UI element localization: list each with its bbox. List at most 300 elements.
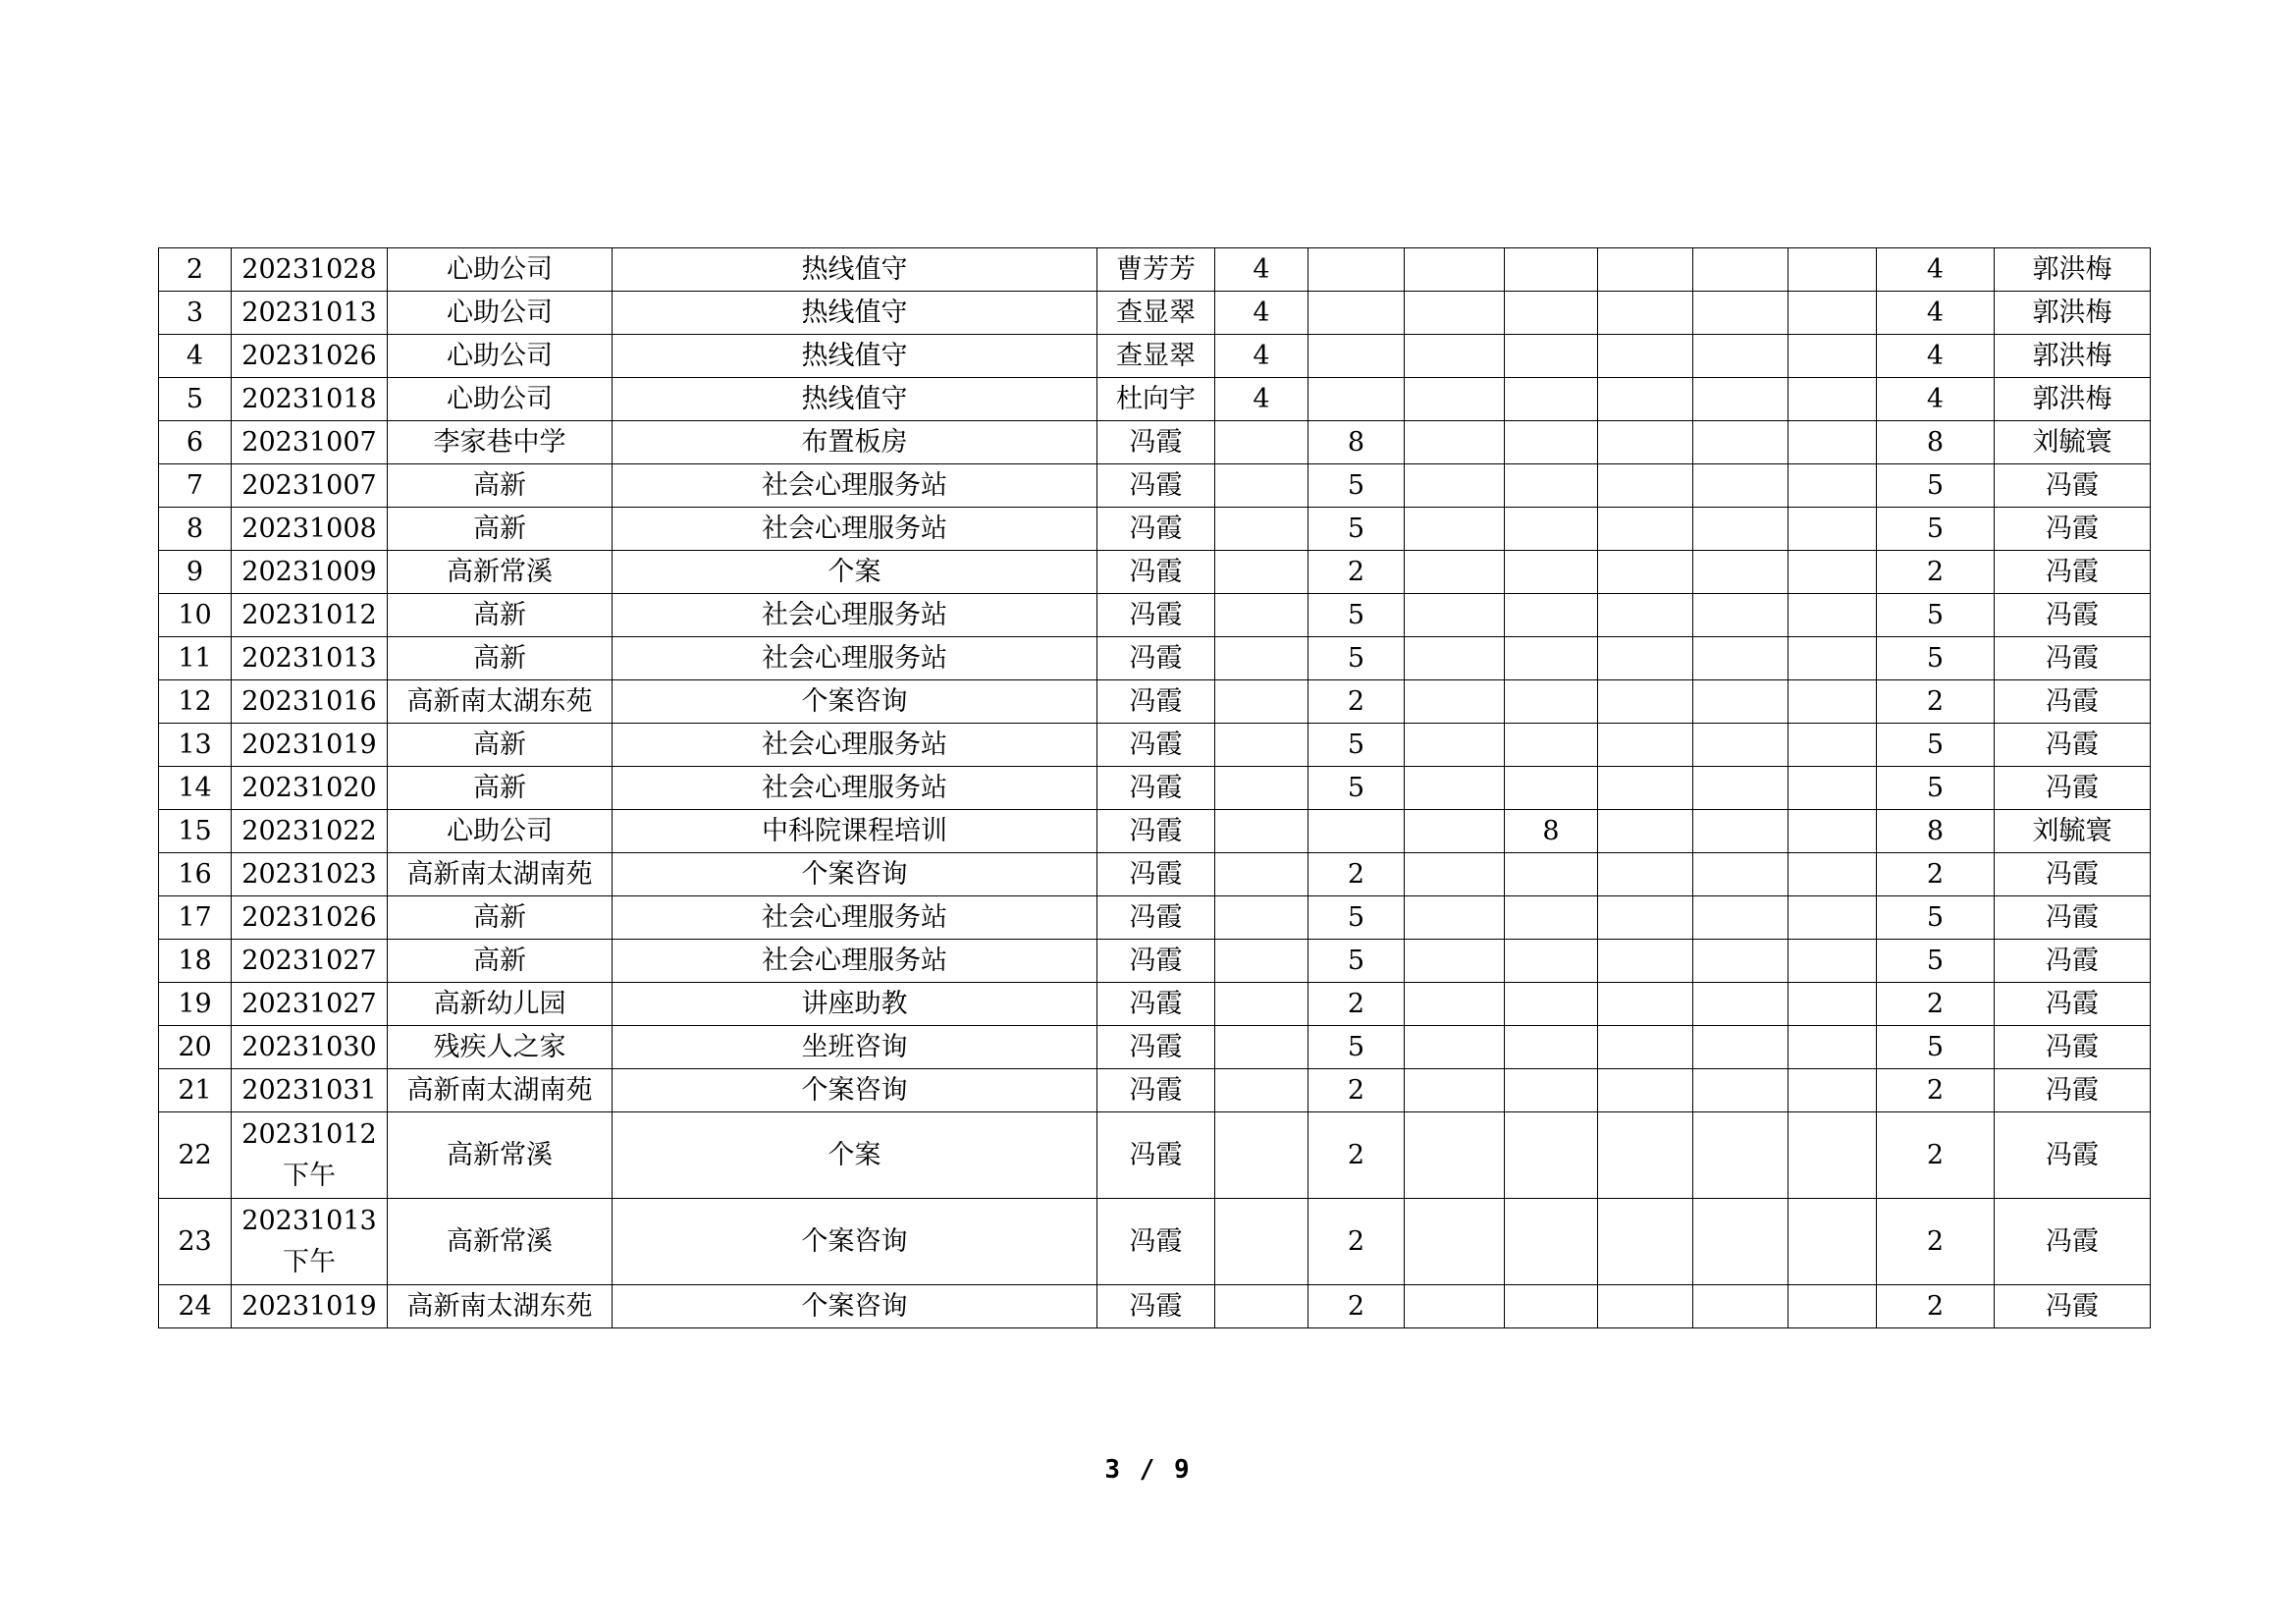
- cell-location: 高新: [388, 464, 613, 508]
- cell-row-number: 8: [159, 508, 232, 551]
- cell-hours-col-5: [1598, 1199, 1693, 1285]
- cell-verifier-name: 冯霞: [1995, 551, 2151, 594]
- cell-hours-col-2: 2: [1308, 983, 1405, 1026]
- cell-date: [232, 1112, 388, 1199]
- cell-activity-content: 热线值守: [613, 378, 1097, 421]
- cell-row-number: 11: [159, 637, 232, 680]
- cell-hours-col-3: [1405, 637, 1505, 680]
- cell-hours-col-7: [1789, 508, 1877, 551]
- cell-hours-col-6: [1693, 248, 1789, 292]
- cell-hours-col-2: 2: [1308, 1069, 1405, 1112]
- cell-date: 20231022: [232, 810, 388, 853]
- cell-hours-col-4: [1505, 551, 1598, 594]
- cell-date: 20231013: [232, 637, 388, 680]
- cell-location: 李家巷中学: [388, 421, 613, 464]
- cell-activity-content: 热线值守: [613, 248, 1097, 292]
- cell-volunteer-name: 冯霞: [1097, 1069, 1215, 1112]
- cell-row-number: 22: [159, 1112, 232, 1199]
- cell-date: 20231018: [232, 378, 388, 421]
- cell-hours-col-5: [1598, 940, 1693, 983]
- cell-hours-col-4: [1505, 1069, 1598, 1112]
- cell-volunteer-name: 杜向宇: [1097, 378, 1215, 421]
- cell-hours-col-1: 4: [1215, 378, 1308, 421]
- cell-hours-col-1: [1215, 464, 1308, 508]
- cell-row-number: 5: [159, 378, 232, 421]
- cell-hours-col-4: [1505, 940, 1598, 983]
- cell-hours-col-6: [1693, 508, 1789, 551]
- cell-total-hours: 2: [1877, 853, 1995, 896]
- cell-hours-col-6: [1693, 1112, 1789, 1199]
- cell-hours-col-3: [1405, 767, 1505, 810]
- cell-activity-content: 社会心理服务站: [613, 940, 1097, 983]
- cell-hours-col-3: [1405, 983, 1505, 1026]
- cell-total-hours: 5: [1877, 940, 1995, 983]
- cell-hours-col-4: [1505, 335, 1598, 378]
- cell-location: 心助公司: [388, 335, 613, 378]
- cell-hours-col-3: [1405, 248, 1505, 292]
- cell-volunteer-name: 冯霞: [1097, 508, 1215, 551]
- table-row: [159, 810, 2151, 853]
- cell-date: 20231007: [232, 464, 388, 508]
- table-row: [159, 248, 2151, 292]
- cell-location: 高新: [388, 940, 613, 983]
- cell-activity-content: 个案咨询: [613, 853, 1097, 896]
- cell-hours-col-5: [1598, 637, 1693, 680]
- cell-row-number: 17: [159, 896, 232, 940]
- cell-hours-col-6: [1693, 940, 1789, 983]
- cell-hours-col-7: [1789, 1199, 1877, 1285]
- cell-location: 高新: [388, 724, 613, 767]
- cell-hours-col-4: [1505, 378, 1598, 421]
- cell-total-hours: 4: [1877, 248, 1995, 292]
- cell-hours-col-7: [1789, 810, 1877, 853]
- cell-hours-col-4: [1505, 637, 1598, 680]
- cell-volunteer-name: 冯霞: [1097, 940, 1215, 983]
- cell-activity-content: 讲座助教: [613, 983, 1097, 1026]
- cell-hours-col-2: 5: [1308, 940, 1405, 983]
- cell-verifier-name: 冯霞: [1995, 1199, 2151, 1285]
- cell-activity-content: 社会心理服务站: [613, 896, 1097, 940]
- cell-verifier-name: 冯霞: [1995, 1112, 2151, 1199]
- cell-row-number: 9: [159, 551, 232, 594]
- cell-hours-col-7: [1789, 292, 1877, 335]
- cell-hours-col-3: [1405, 292, 1505, 335]
- cell-hours-col-4: [1505, 724, 1598, 767]
- cell-hours-col-5: [1598, 508, 1693, 551]
- cell-activity-content: 社会心理服务站: [613, 464, 1097, 508]
- cell-row-number: 16: [159, 853, 232, 896]
- cell-location: 心助公司: [388, 378, 613, 421]
- cell-hours-col-7: [1789, 767, 1877, 810]
- cell-total-hours: 5: [1877, 464, 1995, 508]
- cell-row-number: 4: [159, 335, 232, 378]
- cell-hours-col-7: [1789, 680, 1877, 724]
- cell-date: 20231019: [232, 724, 388, 767]
- cell-hours-col-5: [1598, 551, 1693, 594]
- cell-hours-col-5: [1598, 983, 1693, 1026]
- cell-hours-col-1: [1215, 1285, 1308, 1328]
- cell-hours-col-1: [1215, 1069, 1308, 1112]
- cell-date: [232, 1199, 388, 1285]
- cell-date-value: 20231013: [241, 1205, 377, 1236]
- cell-activity-content: 个案咨询: [613, 1199, 1097, 1285]
- cell-verifier-name: 冯霞: [1995, 1026, 2151, 1069]
- cell-total-hours: 4: [1877, 378, 1995, 421]
- table-row: [159, 1069, 2151, 1112]
- cell-hours-col-1: [1215, 421, 1308, 464]
- cell-hours-col-6: [1693, 1026, 1789, 1069]
- cell-volunteer-name: 查显翠: [1097, 335, 1215, 378]
- cell-hours-col-1: [1215, 853, 1308, 896]
- cell-hours-col-5: [1598, 724, 1693, 767]
- cell-hours-col-5: [1598, 810, 1693, 853]
- cell-hours-col-6: [1693, 335, 1789, 378]
- cell-hours-col-5: [1598, 1026, 1693, 1069]
- cell-date-value: 20231012: [241, 1118, 377, 1150]
- cell-row-number: 23: [159, 1199, 232, 1285]
- table-row: [159, 1285, 2151, 1328]
- cell-volunteer-name: 冯霞: [1097, 1285, 1215, 1328]
- cell-row-number: 2: [159, 248, 232, 292]
- cell-date: 20231028: [232, 248, 388, 292]
- cell-row-number: 6: [159, 421, 232, 464]
- cell-hours-col-2: 2: [1308, 1285, 1405, 1328]
- cell-hours-col-7: [1789, 1069, 1877, 1112]
- cell-row-number: 13: [159, 724, 232, 767]
- cell-row-number: 12: [159, 680, 232, 724]
- cell-date-note: 下午: [283, 1246, 336, 1277]
- cell-hours-col-4: [1505, 1112, 1598, 1199]
- cell-verifier-name: 郭洪梅: [1995, 335, 2151, 378]
- cell-hours-col-7: [1789, 983, 1877, 1026]
- cell-volunteer-name: 查显翠: [1097, 292, 1215, 335]
- cell-location: 高新南太湖东苑: [388, 1285, 613, 1328]
- cell-hours-col-4: [1505, 248, 1598, 292]
- table-row: [159, 896, 2151, 940]
- cell-hours-col-4: [1505, 421, 1598, 464]
- cell-activity-content: 中科院课程培训: [613, 810, 1097, 853]
- cell-hours-col-2: 2: [1308, 1112, 1405, 1199]
- cell-total-hours: 2: [1877, 551, 1995, 594]
- cell-activity-content: 社会心理服务站: [613, 508, 1097, 551]
- table-row: [159, 767, 2151, 810]
- cell-hours-col-6: [1693, 724, 1789, 767]
- cell-verifier-name: 冯霞: [1995, 680, 2151, 724]
- cell-volunteer-name: 冯霞: [1097, 1112, 1215, 1199]
- cell-hours-col-3: [1405, 594, 1505, 637]
- cell-verifier-name: 冯霞: [1995, 464, 2151, 508]
- cell-total-hours: 5: [1877, 637, 1995, 680]
- cell-hours-col-2: 5: [1308, 508, 1405, 551]
- cell-activity-content: 个案咨询: [613, 1285, 1097, 1328]
- cell-hours-col-1: [1215, 1199, 1308, 1285]
- cell-row-number: 10: [159, 594, 232, 637]
- cell-date-note: 下午: [283, 1160, 336, 1191]
- cell-row-number: 19: [159, 983, 232, 1026]
- cell-total-hours: 2: [1877, 983, 1995, 1026]
- cell-total-hours: 5: [1877, 508, 1995, 551]
- cell-location: 高新南太湖南苑: [388, 853, 613, 896]
- cell-verifier-name: 冯霞: [1995, 853, 2151, 896]
- cell-hours-col-7: [1789, 896, 1877, 940]
- cell-volunteer-name: 冯霞: [1097, 1026, 1215, 1069]
- cell-hours-col-4: [1505, 464, 1598, 508]
- cell-activity-content: 社会心理服务站: [613, 637, 1097, 680]
- cell-date: 20231020: [232, 767, 388, 810]
- cell-location: 心助公司: [388, 292, 613, 335]
- cell-row-number: 21: [159, 1069, 232, 1112]
- cell-date: 20231012: [232, 594, 388, 637]
- cell-hours-col-3: [1405, 1069, 1505, 1112]
- cell-volunteer-name: 冯霞: [1097, 594, 1215, 637]
- cell-location: 心助公司: [388, 810, 613, 853]
- cell-date: 20231027: [232, 940, 388, 983]
- cell-total-hours: 5: [1877, 1026, 1995, 1069]
- cell-date: 20231027: [232, 983, 388, 1026]
- cell-total-hours: 4: [1877, 335, 1995, 378]
- cell-volunteer-name: 冯霞: [1097, 680, 1215, 724]
- cell-hours-col-4: [1505, 767, 1598, 810]
- cell-hours-col-4: [1505, 983, 1598, 1026]
- cell-hours-col-7: [1789, 248, 1877, 292]
- cell-location: 高新幼儿园: [388, 983, 613, 1026]
- cell-hours-col-1: 4: [1215, 292, 1308, 335]
- cell-total-hours: 2: [1877, 1112, 1995, 1199]
- table-row: [159, 594, 2151, 637]
- cell-volunteer-name: 冯霞: [1097, 767, 1215, 810]
- cell-date: 20231009: [232, 551, 388, 594]
- cell-hours-col-4: [1505, 1199, 1598, 1285]
- cell-hours-col-4: [1505, 1285, 1598, 1328]
- cell-hours-col-5: [1598, 1285, 1693, 1328]
- table-row: [159, 940, 2151, 983]
- cell-hours-col-3: [1405, 1026, 1505, 1069]
- cell-verifier-name: 郭洪梅: [1995, 378, 2151, 421]
- cell-hours-col-7: [1789, 940, 1877, 983]
- table-row: [159, 421, 2151, 464]
- cell-total-hours: 8: [1877, 810, 1995, 853]
- cell-hours-col-4: 8: [1505, 810, 1598, 853]
- cell-hours-col-4: [1505, 680, 1598, 724]
- table-row: [159, 508, 2151, 551]
- cell-hours-col-4: [1505, 896, 1598, 940]
- cell-hours-col-7: [1789, 378, 1877, 421]
- cell-volunteer-name: 冯霞: [1097, 464, 1215, 508]
- cell-activity-content: 社会心理服务站: [613, 724, 1097, 767]
- cell-hours-col-6: [1693, 853, 1789, 896]
- cell-hours-col-6: [1693, 292, 1789, 335]
- table-row: [159, 637, 2151, 680]
- cell-total-hours: 5: [1877, 594, 1995, 637]
- cell-verifier-name: 刘毓寰: [1995, 421, 2151, 464]
- cell-date: 20231013: [232, 292, 388, 335]
- cell-hours-col-5: [1598, 421, 1693, 464]
- cell-hours-col-7: [1789, 853, 1877, 896]
- table-row: [159, 378, 2151, 421]
- cell-hours-col-1: [1215, 1026, 1308, 1069]
- cell-activity-content: 热线值守: [613, 335, 1097, 378]
- cell-hours-col-4: [1505, 1026, 1598, 1069]
- cell-verifier-name: 冯霞: [1995, 896, 2151, 940]
- cell-hours-col-3: [1405, 1285, 1505, 1328]
- cell-hours-col-6: [1693, 983, 1789, 1026]
- cell-verifier-name: 冯霞: [1995, 940, 2151, 983]
- cell-date: 20231031: [232, 1069, 388, 1112]
- cell-total-hours: 2: [1877, 1069, 1995, 1112]
- cell-hours-col-6: [1693, 378, 1789, 421]
- cell-total-hours: 2: [1877, 1199, 1995, 1285]
- cell-hours-col-6: [1693, 1069, 1789, 1112]
- cell-hours-col-3: [1405, 810, 1505, 853]
- cell-hours-col-7: [1789, 464, 1877, 508]
- cell-hours-col-4: [1505, 292, 1598, 335]
- cell-hours-col-1: [1215, 680, 1308, 724]
- cell-hours-col-3: [1405, 551, 1505, 594]
- cell-hours-col-1: [1215, 724, 1308, 767]
- cell-hours-col-1: [1215, 1112, 1308, 1199]
- cell-hours-col-1: [1215, 637, 1308, 680]
- cell-hours-col-5: [1598, 292, 1693, 335]
- cell-hours-col-3: [1405, 896, 1505, 940]
- cell-hours-col-1: [1215, 896, 1308, 940]
- cell-hours-col-2: 5: [1308, 896, 1405, 940]
- cell-hours-col-3: [1405, 508, 1505, 551]
- table-row: [159, 1112, 2151, 1199]
- cell-verifier-name: 冯霞: [1995, 637, 2151, 680]
- cell-total-hours: 5: [1877, 724, 1995, 767]
- cell-hours-col-2: 5: [1308, 594, 1405, 637]
- cell-date: 20231026: [232, 335, 388, 378]
- cell-volunteer-name: 冯霞: [1097, 853, 1215, 896]
- cell-row-number: 24: [159, 1285, 232, 1328]
- cell-total-hours: 4: [1877, 292, 1995, 335]
- cell-hours-col-2: 5: [1308, 637, 1405, 680]
- cell-location: 高新常溪: [388, 1112, 613, 1199]
- cell-verifier-name: 冯霞: [1995, 1069, 2151, 1112]
- cell-hours-col-2: [1308, 292, 1405, 335]
- table-row: [159, 724, 2151, 767]
- cell-date: 20231019: [232, 1285, 388, 1328]
- cell-hours-col-5: [1598, 594, 1693, 637]
- cell-volunteer-name: 冯霞: [1097, 724, 1215, 767]
- cell-hours-col-3: [1405, 724, 1505, 767]
- cell-hours-col-3: [1405, 421, 1505, 464]
- cell-hours-col-1: [1215, 767, 1308, 810]
- cell-total-hours: 2: [1877, 1285, 1995, 1328]
- cell-total-hours: 8: [1877, 421, 1995, 464]
- cell-verifier-name: 郭洪梅: [1995, 292, 2151, 335]
- cell-verifier-name: 冯霞: [1995, 508, 2151, 551]
- table-row: [159, 983, 2151, 1026]
- cell-volunteer-name: 冯霞: [1097, 551, 1215, 594]
- cell-activity-content: 个案: [613, 1112, 1097, 1199]
- cell-hours-col-3: [1405, 940, 1505, 983]
- cell-hours-col-4: [1505, 508, 1598, 551]
- table-row: [159, 551, 2151, 594]
- cell-location: 心助公司: [388, 248, 613, 292]
- cell-location: 高新常溪: [388, 551, 613, 594]
- cell-activity-content: 个案: [613, 551, 1097, 594]
- cell-hours-col-4: [1505, 853, 1598, 896]
- cell-volunteer-name: 冯霞: [1097, 896, 1215, 940]
- table-body: [159, 248, 2151, 1328]
- cell-hours-col-2: 5: [1308, 1026, 1405, 1069]
- cell-hours-col-5: [1598, 378, 1693, 421]
- cell-hours-col-6: [1693, 896, 1789, 940]
- cell-hours-col-2: 5: [1308, 464, 1405, 508]
- cell-hours-col-3: [1405, 378, 1505, 421]
- table-row: [159, 1026, 2151, 1069]
- cell-hours-col-2: 2: [1308, 1199, 1405, 1285]
- cell-hours-col-7: [1789, 724, 1877, 767]
- cell-hours-col-7: [1789, 551, 1877, 594]
- page-number: 3 / 9: [1104, 1455, 1192, 1485]
- cell-hours-col-5: [1598, 464, 1693, 508]
- cell-hours-col-6: [1693, 767, 1789, 810]
- cell-hours-col-5: [1598, 335, 1693, 378]
- table-row: [159, 292, 2151, 335]
- cell-activity-content: 坐班咨询: [613, 1026, 1097, 1069]
- cell-hours-col-5: [1598, 896, 1693, 940]
- cell-hours-col-2: 2: [1308, 680, 1405, 724]
- cell-location: 高新: [388, 637, 613, 680]
- cell-volunteer-name: 冯霞: [1097, 810, 1215, 853]
- cell-location: 高新: [388, 594, 613, 637]
- cell-date: 20231007: [232, 421, 388, 464]
- cell-row-number: 20: [159, 1026, 232, 1069]
- cell-hours-col-2: 2: [1308, 853, 1405, 896]
- cell-hours-col-7: [1789, 1112, 1877, 1199]
- cell-hours-col-7: [1789, 335, 1877, 378]
- table-row: [159, 464, 2151, 508]
- cell-location: 高新: [388, 767, 613, 810]
- cell-location: 高新南太湖南苑: [388, 1069, 613, 1112]
- cell-volunteer-name: 冯霞: [1097, 637, 1215, 680]
- cell-hours-col-3: [1405, 853, 1505, 896]
- volunteer-hours-table: [158, 247, 2151, 1328]
- cell-total-hours: 5: [1877, 896, 1995, 940]
- cell-date: 20231026: [232, 896, 388, 940]
- cell-activity-content: 个案咨询: [613, 1069, 1097, 1112]
- table-row: [159, 335, 2151, 378]
- cell-verifier-name: 冯霞: [1995, 594, 2151, 637]
- cell-hours-col-5: [1598, 680, 1693, 724]
- cell-volunteer-name: 冯霞: [1097, 421, 1215, 464]
- cell-hours-col-1: [1215, 594, 1308, 637]
- cell-hours-col-7: [1789, 637, 1877, 680]
- cell-location: 高新常溪: [388, 1199, 613, 1285]
- cell-hours-col-1: 4: [1215, 335, 1308, 378]
- cell-row-number: 3: [159, 292, 232, 335]
- cell-activity-content: 社会心理服务站: [613, 594, 1097, 637]
- cell-location: 高新南太湖东苑: [388, 680, 613, 724]
- cell-date: 20231023: [232, 853, 388, 896]
- cell-location: 高新: [388, 508, 613, 551]
- cell-hours-col-3: [1405, 335, 1505, 378]
- cell-hours-col-2: [1308, 810, 1405, 853]
- cell-total-hours: 2: [1877, 680, 1995, 724]
- cell-verifier-name: 刘毓寰: [1995, 810, 2151, 853]
- cell-date: 20231030: [232, 1026, 388, 1069]
- cell-verifier-name: 冯霞: [1995, 983, 2151, 1026]
- cell-hours-col-2: 5: [1308, 767, 1405, 810]
- cell-volunteer-name: 冯霞: [1097, 983, 1215, 1026]
- cell-hours-col-1: [1215, 983, 1308, 1026]
- cell-hours-col-3: [1405, 464, 1505, 508]
- cell-hours-col-2: 8: [1308, 421, 1405, 464]
- cell-hours-col-6: [1693, 810, 1789, 853]
- cell-hours-col-5: [1598, 1069, 1693, 1112]
